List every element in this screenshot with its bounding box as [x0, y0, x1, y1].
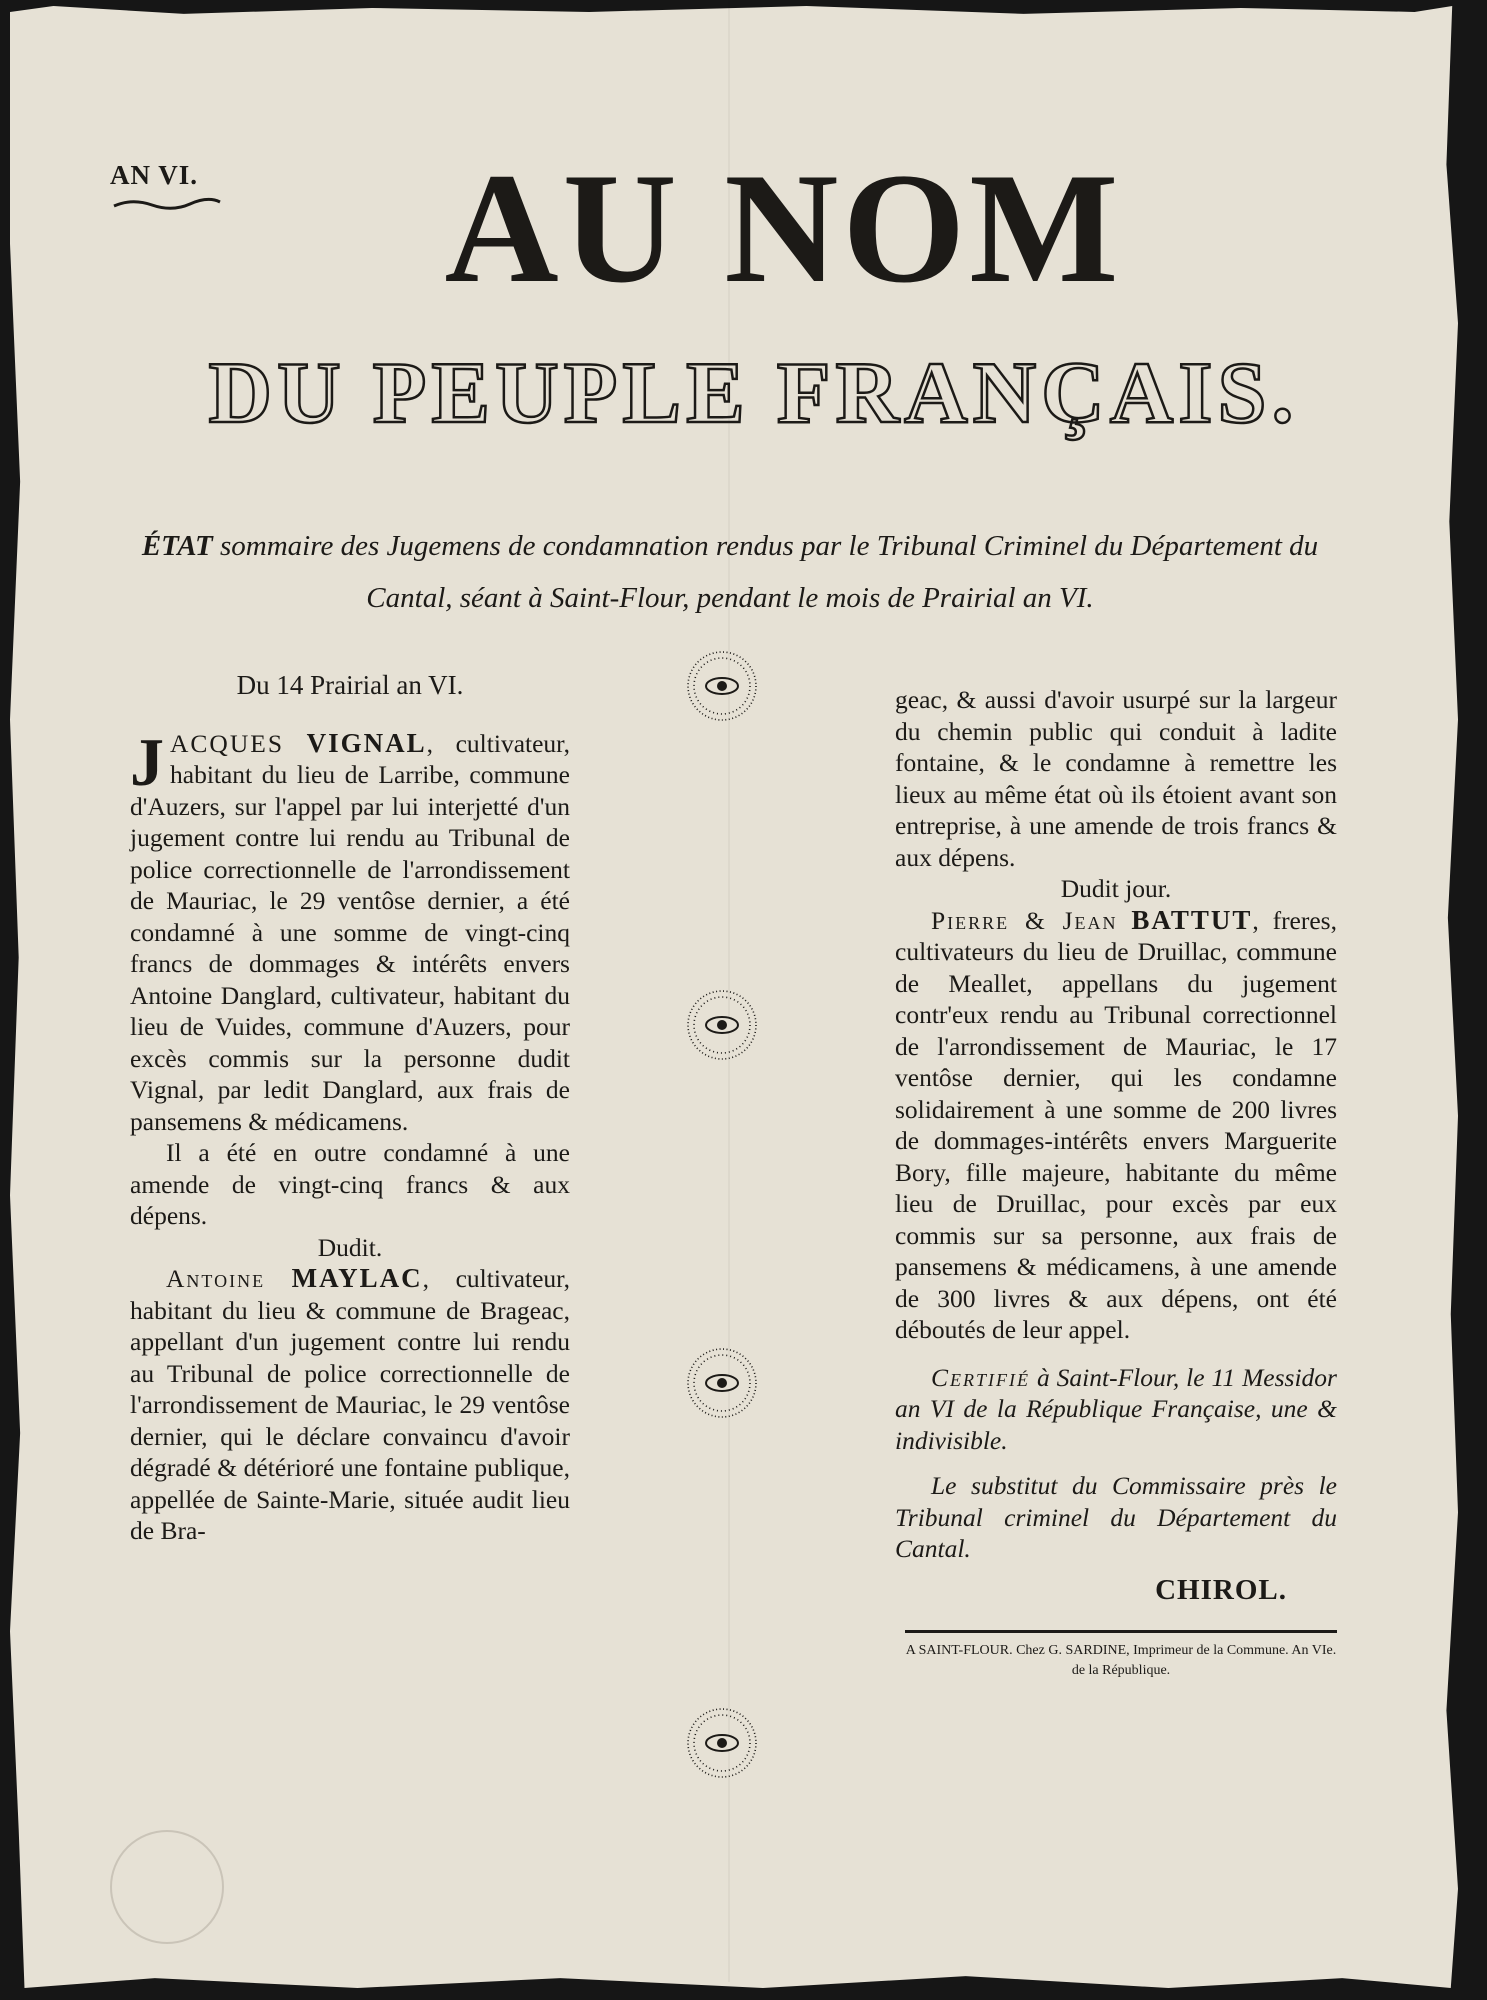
year-label: AN VI. — [110, 160, 199, 190]
summary-heading — [130, 520, 1330, 624]
date-heading: Du 14 Prairial an VI. — [236, 670, 464, 700]
library-stamp — [110, 1830, 224, 1944]
case-battut-body: , freres, cultivateurs du lieu de Druillac, commune de Meallet, appellans du jugement contr'eux rendu au Tribunal correctionnel de l'arrondissement de Mauriac, le 17 ventôse dernier, qui les condamne solidairement à une somme de 200 livres de dommages-intérêts envers Marguerite Bory, fille majeure, habitante du même lieu de Druillac, pour excès par eux commis sur sa personne, aux frais de pansemens & médicamens, à une amende de 300 livres & aux dépens, ont été déboutés de leur appel. — [895, 905, 1337, 1344]
certification-lead: Certifié — [931, 1362, 1030, 1392]
imprint-rule — [905, 1630, 1337, 1633]
case-battut-surname: BATTUT — [1131, 904, 1253, 935]
substitute-line: Le substitut du Commissaire près le Tribunal criminel du Département du Cantal. — [895, 1471, 1337, 1563]
case-vignal-extra: Il a été en outre condamné à une amende de vingt-cinq francs & aux dépens. — [130, 1138, 570, 1230]
dudit-heading: Dudit. — [317, 1232, 383, 1262]
printer-imprint: A SAINT-FLOUR. Chez G. SARDINE, Imprimeur de la Commune. An VIe. de la République. — [905, 1643, 1337, 1678]
case-vignal — [130, 723, 571, 1138]
case-vignal-body: , cultivateur, habitant du lieu de Larribe, commune d'Auzers, sur l'appel par lui interjetté d'un jugement contre lui rendu au Tribunal de police correctionnelle de l'arrondissement de Mauriac, le 29 ventôse dernier, a été condamné à une somme de vingt-cinq francs de dommages & intérêts envers Antoine Danglard, cultivateur, habitant du lieu de Vuides, commune d'Auzers, pour excès commis sur la personne dudit Vignal, par ledit Danglard, aux frais de pansemens & médicamens. — [130, 728, 571, 1136]
case-maylac-firstname: Antoine — [166, 1264, 266, 1293]
case-maylac — [130, 1263, 570, 1547]
certification — [895, 1362, 1337, 1457]
summary-lead: ÉTAT — [141, 530, 213, 562]
case-battut-firstnames: Pierre & Jean — [931, 905, 1118, 935]
case-battut — [895, 905, 1337, 1346]
summary-text: sommaire des Jugemens de condamnation rendus par le Tribunal Criminel du Département du Cantal, séant à Saint-Flour, pendant le mois de Prairial an VI. — [220, 530, 1319, 614]
certification-text: à Saint-Flour, le 11 Messidor an VI de la République Française, une & indivisible. — [895, 1362, 1337, 1455]
radiant-eye-icon — [672, 1343, 772, 1423]
dudit-jour-heading: Dudit jour. — [1060, 874, 1172, 903]
main-subtitle: DU PEUPLE FRANÇAIS. — [208, 345, 1299, 442]
case-vignal-firstname: ACQUES — [170, 728, 285, 758]
case-maylac-surname: MAYLAC — [291, 1263, 423, 1293]
radiant-eye-icon — [672, 1703, 772, 1783]
signature: CHIROL. — [1155, 1573, 1287, 1606]
main-title: AU NOM — [444, 141, 1123, 316]
drop-cap: J — [130, 723, 164, 800]
radiant-eye-icon — [672, 985, 772, 1065]
case-maylac-continued: geac, & aussi d'avoir usurpé sur la largeur du chemin public qui conduit à ladite fontaine, & le condamne à remettre les lieux au même état où ils étoient avant son entreprise, à une amende de trois francs & aux dépens. — [895, 685, 1337, 872]
right-column — [895, 684, 1337, 1681]
radiant-eye-icon — [672, 646, 772, 726]
case-maylac-body: , cultivateur, habitant du lieu & commune de Brageac, appellant d'un jugement contre lui rendu au Tribunal de police correctionnelle de l'arrondissement de Mauriac, le 29 ventôse dernier, qui le déclare convaincu d'avoir dégradé & détérioré une fontaine publique, appellée de Sainte-Marie, située audit lieu de Bra- — [130, 1264, 571, 1545]
case-vignal-surname: VIGNAL — [306, 727, 427, 758]
left-column — [130, 666, 570, 1547]
